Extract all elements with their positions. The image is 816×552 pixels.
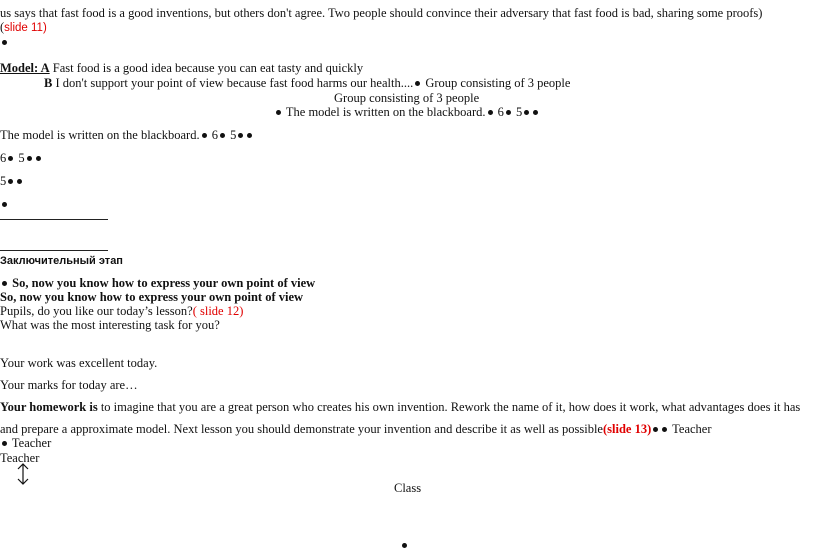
lesson-question-line bbox=[0, 304, 243, 318]
homework-line-1 bbox=[0, 400, 800, 414]
heading-text: Заключительный этап bbox=[0, 255, 123, 267]
bullet-dot-icon bbox=[36, 156, 41, 161]
slide-12-link[interactable]: ( slide 12) bbox=[192, 304, 244, 318]
bullet-dot-icon bbox=[506, 110, 511, 115]
bullet-dot-icon bbox=[17, 179, 22, 184]
paren-open: ( bbox=[0, 20, 5, 34]
up-down-arrow-icon bbox=[15, 462, 31, 486]
blackboard-text-left: The model is written on the blackboard. bbox=[0, 128, 200, 142]
bullet-dot-icon bbox=[415, 81, 420, 86]
task-question-line bbox=[0, 318, 220, 332]
numbers-line-1 bbox=[0, 151, 43, 165]
bullet-dot-icon bbox=[8, 156, 13, 161]
model-label: Model: A bbox=[0, 61, 50, 75]
model-a-line bbox=[0, 61, 363, 75]
model-b-text: I don't support your point of view because fast food harms our health.... bbox=[52, 76, 414, 90]
group-text-1: Group consisting of 3 people bbox=[422, 76, 571, 90]
bullet-dot-icon bbox=[220, 133, 225, 138]
task-question-text: What was the most interesting task for you? bbox=[0, 318, 220, 332]
teacher-bullet-line bbox=[0, 436, 51, 450]
blackboard-line-left bbox=[0, 128, 254, 142]
homework-text-2: and prepare a approximate model. Next lesson you should demonstrate your invention and describe it as well as possible bbox=[0, 422, 603, 436]
divider-rule-2 bbox=[0, 250, 108, 251]
group-line-centered bbox=[334, 91, 479, 105]
final-stage-heading bbox=[0, 254, 123, 268]
group-text-2: Group consisting of 3 people bbox=[334, 91, 480, 105]
express-plain-line bbox=[0, 290, 303, 304]
express-bullet-text: So, now you know how to express your own point of view bbox=[9, 276, 316, 290]
divider-rule-1 bbox=[0, 219, 108, 220]
lesson-question-text: Pupils, do you like our today’s lesson? bbox=[0, 304, 193, 318]
intro-slide-ref bbox=[0, 20, 47, 35]
excellent-text: Your work was excellent today. bbox=[0, 356, 158, 370]
model-b-label: B bbox=[44, 76, 53, 90]
bullet-line-1 bbox=[0, 35, 9, 49]
bullet-dot-icon bbox=[202, 133, 207, 138]
bullet-dot-icon bbox=[533, 110, 538, 115]
bullet-dot-icon bbox=[524, 110, 529, 115]
class-label: Class bbox=[394, 481, 422, 495]
bullet-dot-icon bbox=[2, 441, 7, 446]
bullet-dot-icon bbox=[27, 156, 32, 161]
homework-text-1: to imagine that you are a great person who creates his own invention. Rework the name of it, how does it work, what advantages does it has bbox=[97, 400, 801, 414]
teacher-plain-text: Teacher bbox=[0, 451, 40, 465]
model-b-line bbox=[44, 76, 570, 90]
homework-label: Your homework is bbox=[0, 400, 98, 414]
bullet-dot-icon bbox=[402, 543, 407, 548]
bullet-dot-icon bbox=[276, 110, 281, 115]
express-bullet-line bbox=[0, 276, 315, 290]
bullet-dot-icon bbox=[2, 281, 7, 286]
bullet-line-2 bbox=[0, 197, 9, 211]
model-a-text: Fast food is a good idea because you can eat tasty and quickly bbox=[49, 61, 364, 75]
intro-text: us says that fast food is a good inventions, but others don't agree. Two people should convince their adversary that fast food is bad, sharing some proofs) bbox=[0, 6, 763, 20]
blackboard-text-centered: The model is written on the blackboard. bbox=[283, 105, 486, 119]
homework-line-2 bbox=[0, 422, 712, 436]
numbers-line-2 bbox=[0, 174, 24, 188]
bullet-dot-icon bbox=[247, 133, 252, 138]
bottom-bullet bbox=[400, 538, 409, 552]
marks-text: Your marks for today are… bbox=[0, 378, 138, 392]
intro-line bbox=[0, 6, 762, 20]
bullet-dot-icon bbox=[653, 427, 658, 432]
number-6: 6 bbox=[0, 151, 7, 165]
bullet-dot-icon bbox=[2, 40, 7, 45]
blackboard-line-centered bbox=[274, 105, 540, 119]
bullet-dot-icon bbox=[2, 202, 7, 207]
number-5: 5 bbox=[226, 128, 237, 142]
bullet-dot-icon bbox=[8, 179, 13, 184]
marks-line bbox=[0, 378, 138, 392]
number-6: 6 bbox=[494, 105, 504, 119]
number-5: 5 bbox=[0, 174, 7, 188]
class-label-line bbox=[394, 481, 421, 495]
excellent-line bbox=[0, 356, 157, 370]
bullet-dot-icon bbox=[488, 110, 493, 115]
teacher-inline-text: Teacher bbox=[669, 422, 712, 436]
teacher-bullet-text: Teacher bbox=[9, 436, 52, 450]
number-5: 5 bbox=[512, 105, 523, 119]
slide-11-link[interactable]: slide 11) bbox=[4, 22, 47, 34]
express-plain-text: So, now you know how to express your own point of view bbox=[0, 290, 304, 304]
number-6: 6 bbox=[208, 128, 218, 142]
number-5: 5 bbox=[15, 151, 25, 165]
bullet-dot-icon bbox=[238, 133, 243, 138]
slide-13-link[interactable]: (slide 13) bbox=[602, 422, 652, 436]
bullet-dot-icon bbox=[662, 427, 667, 432]
